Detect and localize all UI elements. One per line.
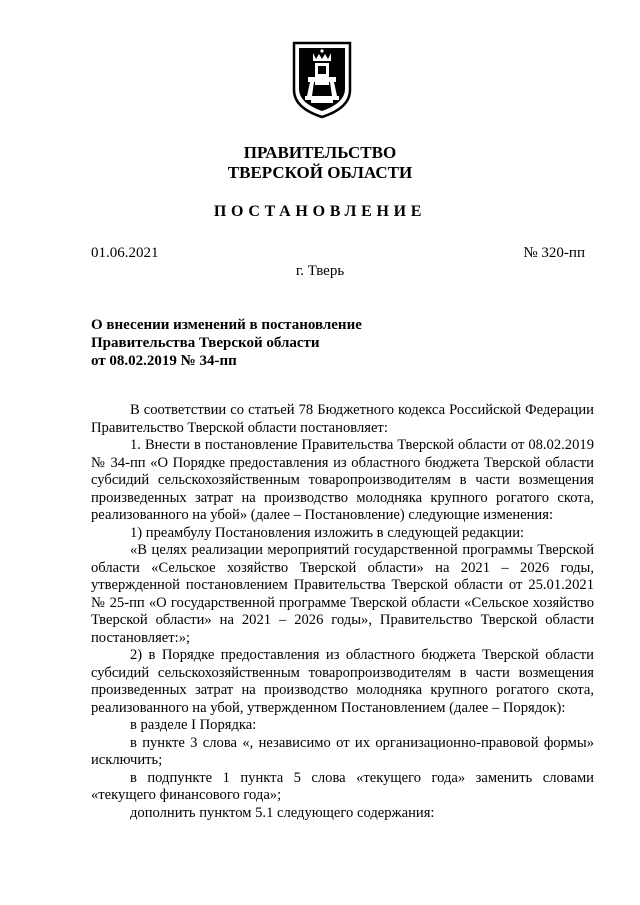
body-paragraph: 2) в Порядке предоставления из областного бюджета Тверской области субсидий сельскохозяйственным товаропроизводителям в части возмещения произведенных затрат на производство молодняка крупного рогатого скота, реализованного на убой, утвержденном Постановлением (далее – Порядок):: [91, 647, 594, 716]
body-paragraph: 1. Внести в постановление Правительства Тверской области от 08.02.2019 № 34-пп «О Порядке предоставления из областного бюджета Тверской области субсидий сельскохозяйственным товаропроизводителям в части возмещения произведенных затрат на производство молодняка крупного рогатого скота, реализованного на убой» (далее – Постановление) следующие изменения:: [91, 437, 594, 523]
body-paragraph: В соответствии со статьей 78 Бюджетного кодекса Российской Федерации Правительство Тверской области постановляет:: [91, 402, 594, 436]
subject-line3: от 08.02.2019 № 34-пп: [91, 353, 237, 369]
tver-coat-of-arms-icon: [291, 40, 353, 120]
body-paragraph: в подпункте 1 пункта 5 слова «текущего года» заменить словами «текущего финансового года»;: [91, 769, 594, 803]
document-type-heading: ПОСТАНОВЛЕНИЕ: [213, 203, 427, 220]
document-number: № 320-пп: [523, 245, 585, 261]
document-city: г. Тверь: [295, 263, 345, 279]
body-paragraph: в разделе I Порядка:: [130, 717, 257, 733]
government-name-line2: ТВЕРСКОЙ ОБЛАСТИ: [227, 163, 413, 182]
document-body: [91, 402, 594, 822]
body-paragraph: дополнить пунктом 5.1 следующего содержания:: [130, 804, 435, 821]
subject-line2: Правительства Тверской области: [91, 335, 320, 351]
body-paragraph: в пункте 3 слова «, независимо от их организационно-правовой формы» исключить;: [91, 734, 594, 768]
subject-line1: О внесении изменений в постановление: [91, 317, 362, 333]
body-paragraph: «В целях реализации мероприятий государственной программы Тверской области «Сельское хозяйство Тверской области» на 2021 – 2026 годы, утвержденной постановлением Правительства Тверской области от 25.01.2021 № 25-пп «О государственной программе Тверской области «Сельское хозяйство Тверской области» на 2021 – 2026 годы», Правительство Тверской области постановляет:»;: [91, 542, 594, 646]
government-name-line1: ПРАВИТЕЛЬСТВО: [243, 143, 397, 162]
document-subject: [91, 316, 362, 370]
body-paragraph: 1) преамбулу Постановления изложить в следующей редакции:: [130, 524, 525, 541]
document-date: 01.06.2021: [91, 245, 159, 261]
